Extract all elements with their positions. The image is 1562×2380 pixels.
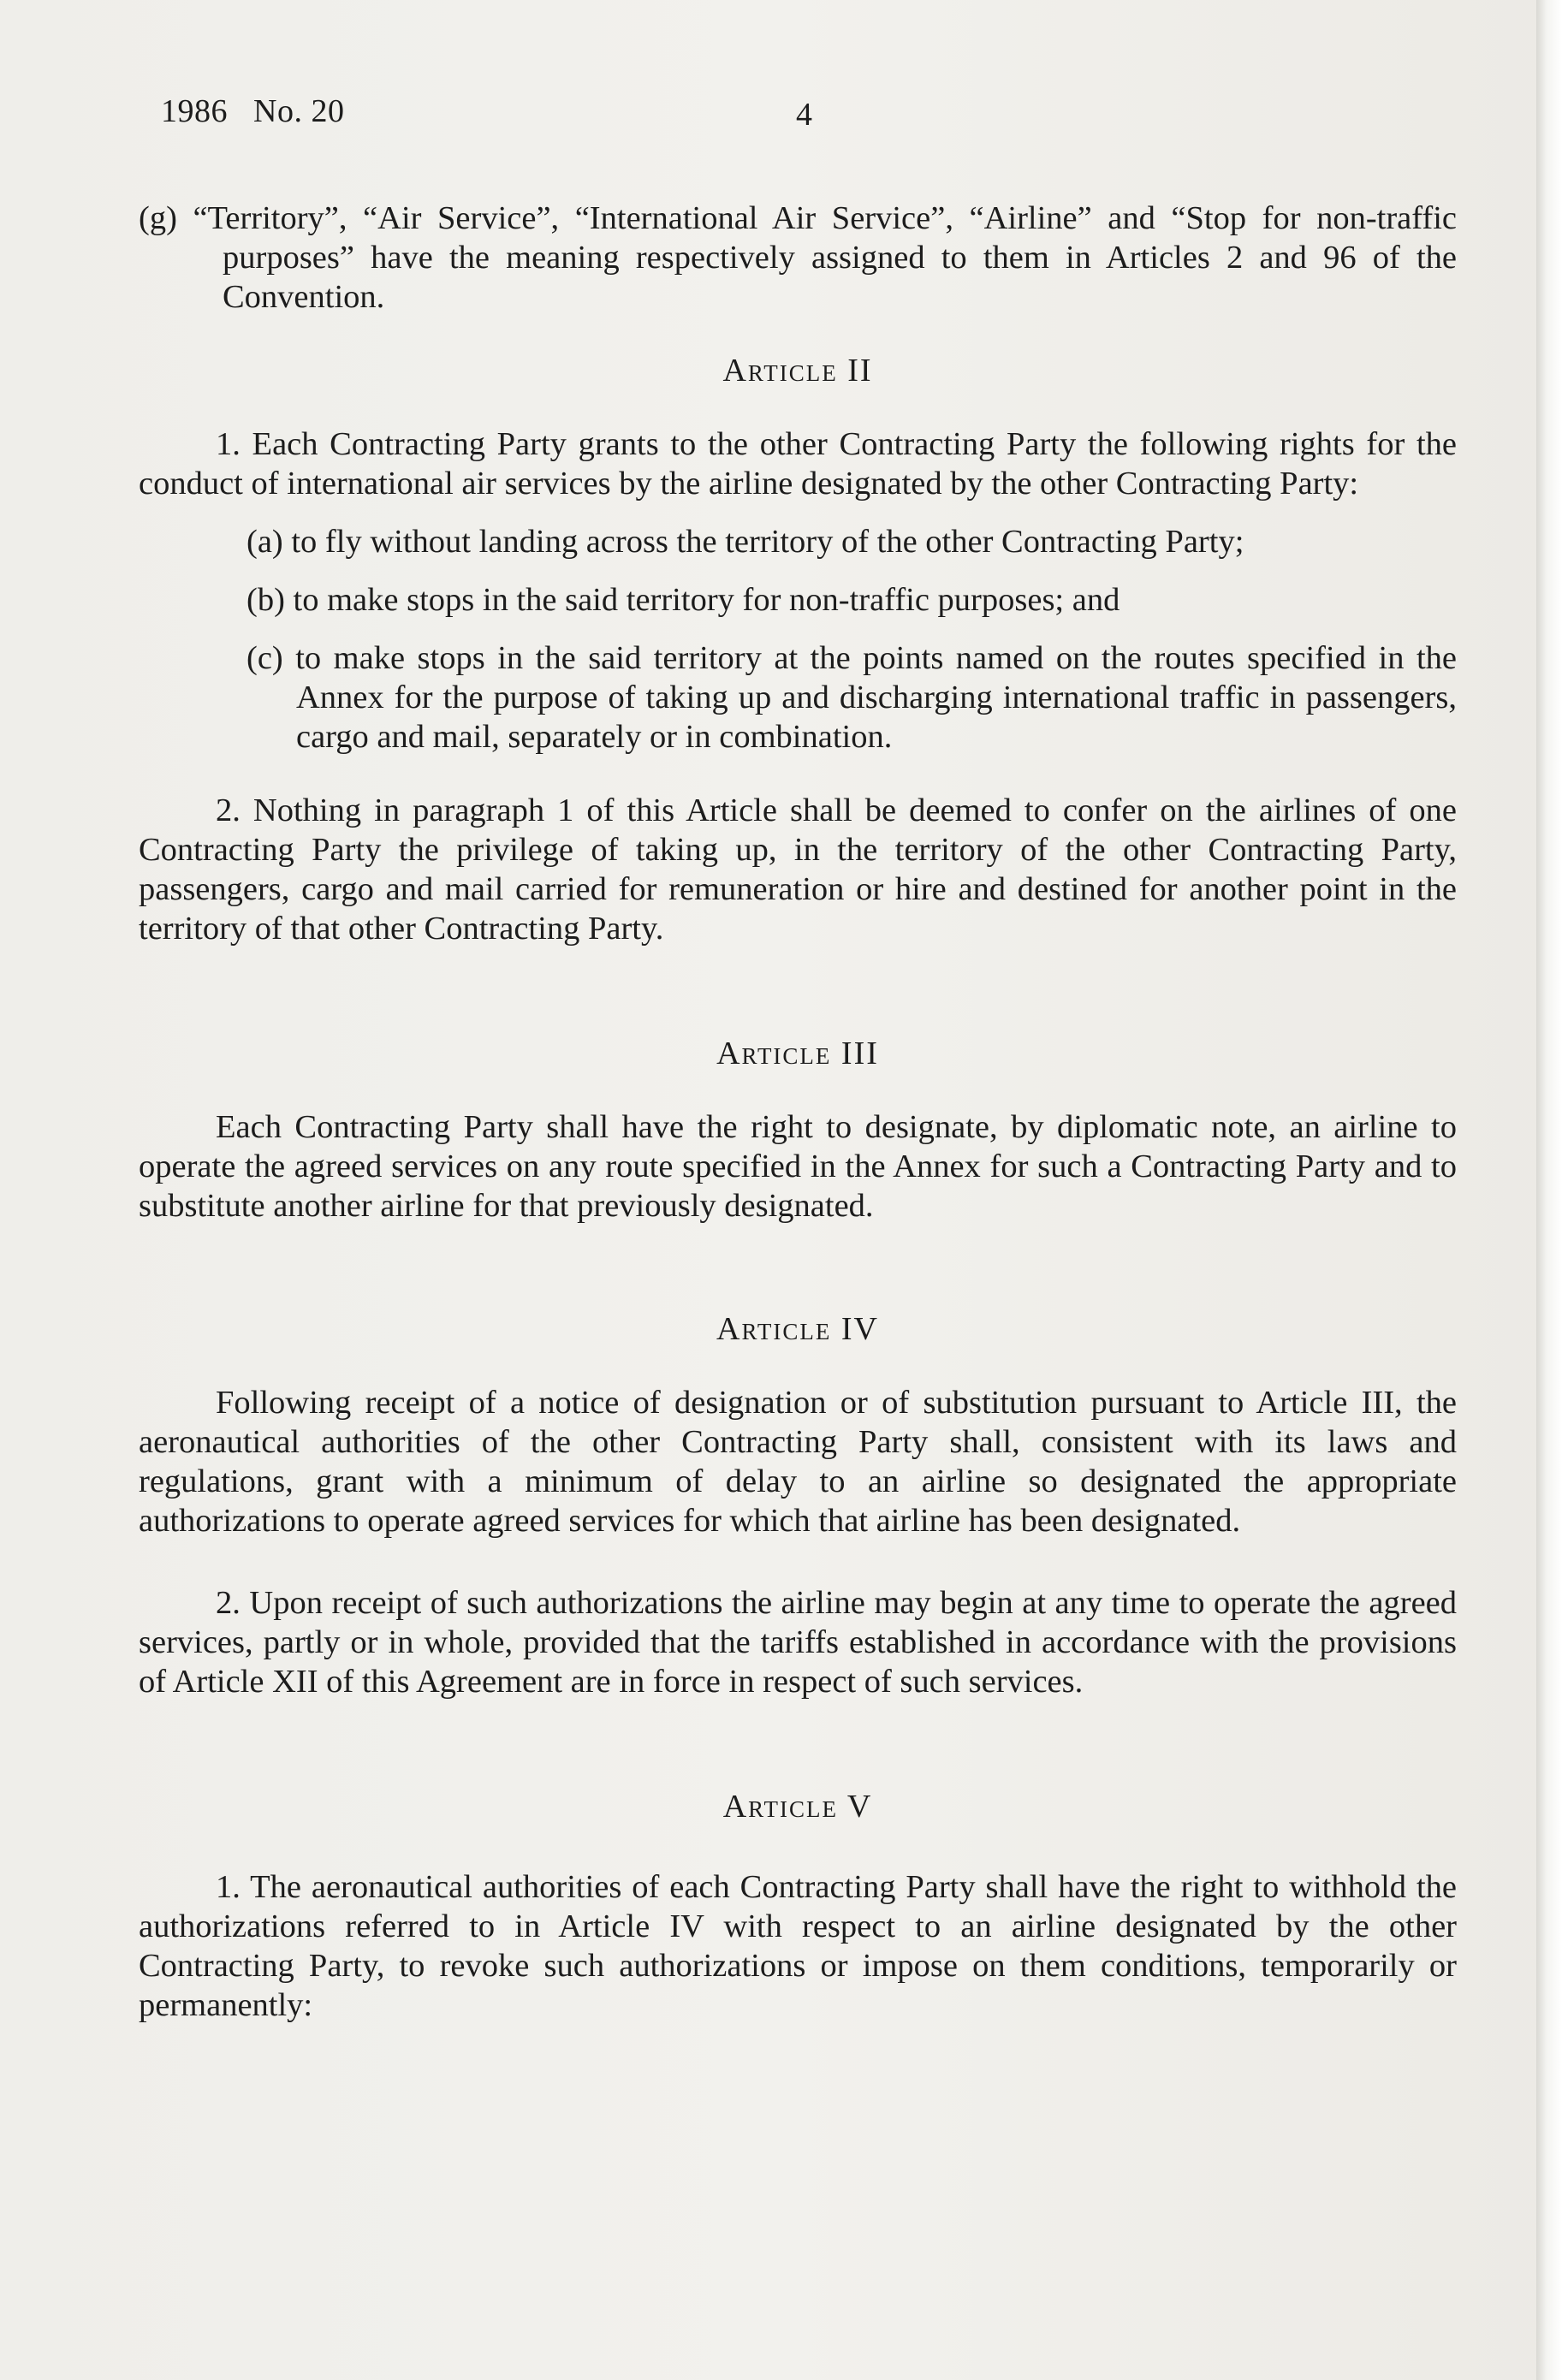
running-header: 1986 No. 20 xyxy=(161,93,345,129)
article-ii-item-b: (b) to make stops in the said territory for non-traffic purposes; and xyxy=(246,582,1120,618)
body-text xyxy=(139,199,1457,2025)
definition-g: (g) “Territory”, “Air Service”, “International Air Service”, “Airline” and “Stop for non-traffic purposes” have the meaning respectively assigned to them in Articles 2 and 96 of the Convention. xyxy=(139,200,1457,315)
article-ii-paragraph-1: 1. Each Contracting Party grants to the other Contracting Party the following rights for the conduct of international air services by the airline designated by the other Contracting Party: xyxy=(139,426,1457,502)
article-ii-heading: Article II xyxy=(722,353,873,389)
page-edge xyxy=(1536,0,1562,2380)
article-iv-paragraph-1: Following receipt of a notice of designation or of substitution pursuant to Article III, the aeronautical authorities of the other Contracting Party shall, consistent with its laws and regulations, grant with a minimum of delay to an airline so designated the appropriate authorizations to operate agreed services for which that airline has been designated. xyxy=(139,1385,1457,1539)
article-ii-item-a: (a) to fly without landing across the territory of the other Contracting Party; xyxy=(246,524,1244,560)
article-v-paragraph-1: 1. The aeronautical authorities of each Contracting Party shall have the right to withhold the authorizations referred to in Article IV with respect to an airline designated by the other Contracting Party, to revoke such authorizations or impose on them conditions, temporarily or permanently: xyxy=(139,1869,1457,2023)
article-iii-heading: Article III xyxy=(716,1036,879,1071)
page-number: 4 xyxy=(796,97,812,133)
article-ii-item-c: (c) to make stops in the said territory at the points named on the routes specified in the Annex for the purpose of taking up and discharging international traffic in passengers, cargo and mail, separately or in combination. xyxy=(246,640,1457,755)
article-iv-heading: Article IV xyxy=(716,1311,879,1347)
article-ii-paragraph-2: 2. Nothing in paragraph 1 of this Article shall be deemed to confer on the airlines of one Contracting Party the privilege of taking up, in the territory of the other Contracting Party, passengers, cargo and mail carried for remuneration or hire and destined for another point in the territory of that other Contracting Party. xyxy=(139,792,1457,947)
article-v-heading: Article V xyxy=(722,1789,873,1825)
article-iv-paragraph-2: 2. Upon receipt of such authorizations the airline may begin at any time to operate the agreed services, partly or in whole, provided that the tariffs established in accordance with the provisions of Article XII of this Agreement are in force in respect of such services. xyxy=(139,1585,1457,1700)
article-iii-paragraph: Each Contracting Party shall have the right to designate, by diplomatic note, an airline to operate the agreed services on any route specified in the Annex for such a Contracting Party and to substitute another airline for that previously designated. xyxy=(139,1109,1457,1224)
